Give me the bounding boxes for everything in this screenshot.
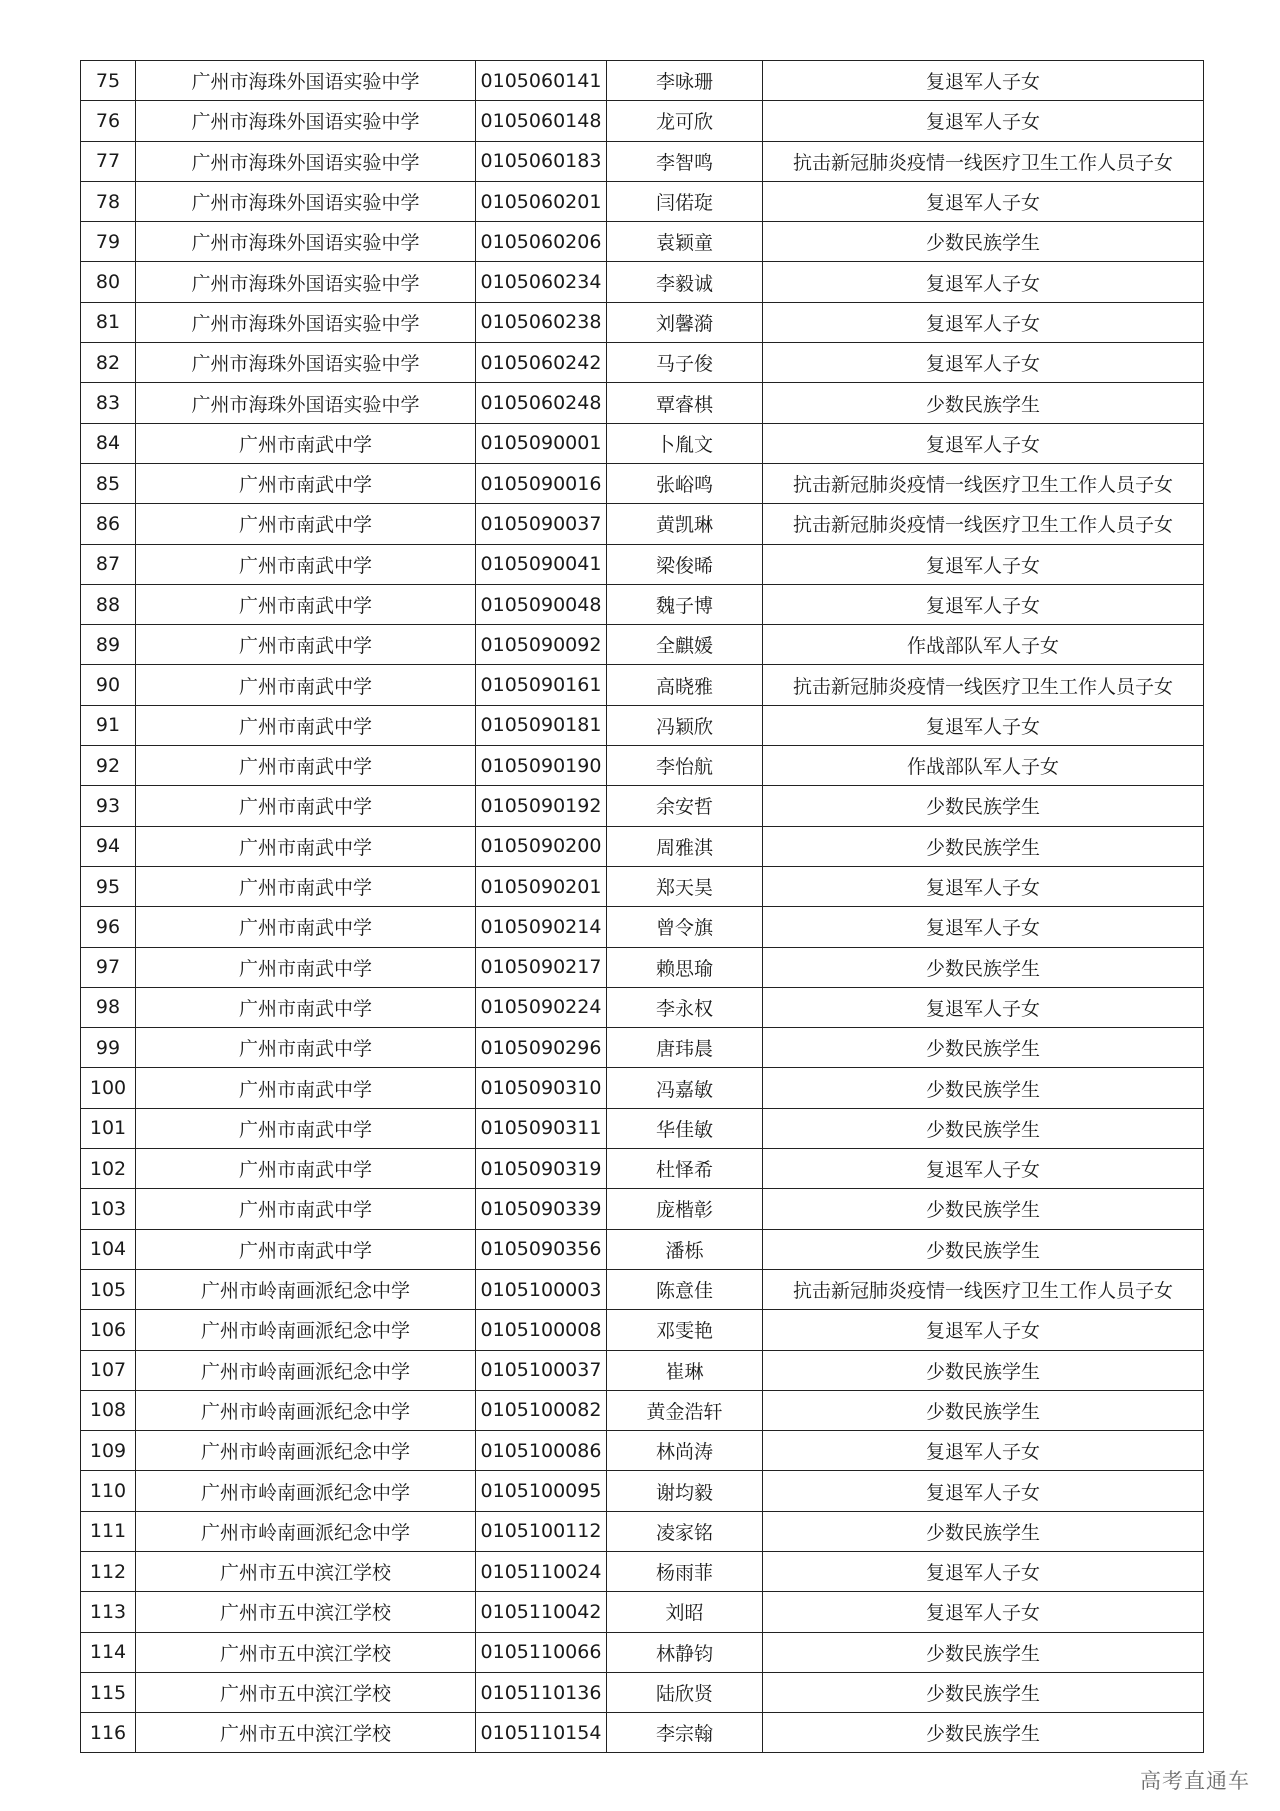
student-name: 郑天昊 xyxy=(607,866,763,906)
school-name: 广州市五中滨江学校 xyxy=(136,1592,476,1632)
eligibility-category: 复退军人子女 xyxy=(763,1149,1204,1189)
eligibility-category: 抗击新冠肺炎疫情一线医疗卫生工作人员子女 xyxy=(763,1269,1204,1309)
school-name: 广州市海珠外国语实验中学 xyxy=(136,141,476,181)
student-code: 0105090356 xyxy=(476,1229,607,1269)
student-code: 0105090201 xyxy=(476,866,607,906)
student-code: 0105100082 xyxy=(476,1390,607,1430)
school-name: 广州市岭南画派纪念中学 xyxy=(136,1350,476,1390)
eligibility-category: 抗击新冠肺炎疫情一线医疗卫生工作人员子女 xyxy=(763,665,1204,705)
student-name: 林静钧 xyxy=(607,1632,763,1672)
student-name: 李永权 xyxy=(607,987,763,1027)
table-row xyxy=(81,423,1204,463)
eligibility-category: 复退军人子女 xyxy=(763,705,1204,745)
school-name: 广州市南武中学 xyxy=(136,584,476,624)
eligibility-category: 少数民族学生 xyxy=(763,222,1204,262)
student-code: 0105090296 xyxy=(476,1028,607,1068)
student-name: 华佳敏 xyxy=(607,1108,763,1148)
eligibility-category: 复退军人子女 xyxy=(763,1431,1204,1471)
row-index: 112 xyxy=(81,1551,136,1591)
school-name: 广州市海珠外国语实验中学 xyxy=(136,61,476,101)
eligibility-category: 少数民族学生 xyxy=(763,1229,1204,1269)
school-name: 广州市岭南画派纪念中学 xyxy=(136,1390,476,1430)
table-row xyxy=(81,262,1204,302)
row-index: 104 xyxy=(81,1229,136,1269)
school-name: 广州市海珠外国语实验中学 xyxy=(136,302,476,342)
table-row xyxy=(81,222,1204,262)
school-name: 广州市海珠外国语实验中学 xyxy=(136,181,476,221)
student-code: 0105060234 xyxy=(476,262,607,302)
school-name: 广州市南武中学 xyxy=(136,544,476,584)
table-row xyxy=(81,826,1204,866)
row-index: 89 xyxy=(81,625,136,665)
table-row xyxy=(81,947,1204,987)
student-code: 0105110154 xyxy=(476,1713,607,1753)
student-name: 李智鸣 xyxy=(607,141,763,181)
student-name: 龙可欣 xyxy=(607,101,763,141)
row-index: 105 xyxy=(81,1269,136,1309)
row-index: 109 xyxy=(81,1431,136,1471)
student-name: 黄凯琳 xyxy=(607,504,763,544)
table-row xyxy=(81,1471,1204,1511)
eligibility-category: 复退军人子女 xyxy=(763,302,1204,342)
row-index: 76 xyxy=(81,101,136,141)
eligibility-category: 复退军人子女 xyxy=(763,181,1204,221)
eligibility-category: 复退军人子女 xyxy=(763,987,1204,1027)
student-code: 0105090214 xyxy=(476,907,607,947)
eligibility-category: 复退军人子女 xyxy=(763,101,1204,141)
table-row xyxy=(81,987,1204,1027)
school-name: 广州市五中滨江学校 xyxy=(136,1551,476,1591)
school-name: 广州市岭南画派纪念中学 xyxy=(136,1269,476,1309)
table-row xyxy=(81,746,1204,786)
student-code: 0105110136 xyxy=(476,1672,607,1712)
table-row xyxy=(81,181,1204,221)
student-code: 0105090092 xyxy=(476,625,607,665)
row-index: 88 xyxy=(81,584,136,624)
row-index: 79 xyxy=(81,222,136,262)
table-row xyxy=(81,1592,1204,1632)
table-row xyxy=(81,1028,1204,1068)
student-name: 李咏珊 xyxy=(607,61,763,101)
student-code: 0105060148 xyxy=(476,101,607,141)
table-row xyxy=(81,463,1204,503)
school-name: 广州市南武中学 xyxy=(136,907,476,947)
eligibility-category: 少数民族学生 xyxy=(763,826,1204,866)
school-name: 广州市南武中学 xyxy=(136,866,476,906)
student-code: 0105100008 xyxy=(476,1310,607,1350)
student-name: 陈意佳 xyxy=(607,1269,763,1309)
eligibility-category: 少数民族学生 xyxy=(763,1068,1204,1108)
eligibility-category: 抗击新冠肺炎疫情一线医疗卫生工作人员子女 xyxy=(763,504,1204,544)
row-index: 98 xyxy=(81,987,136,1027)
row-index: 111 xyxy=(81,1511,136,1551)
student-name: 刘馨漪 xyxy=(607,302,763,342)
student-name: 赖思瑜 xyxy=(607,947,763,987)
student-code: 0105060141 xyxy=(476,61,607,101)
student-name: 闫偌琁 xyxy=(607,181,763,221)
table-row xyxy=(81,1551,1204,1591)
school-name: 广州市南武中学 xyxy=(136,1149,476,1189)
table-row xyxy=(81,302,1204,342)
student-name: 黄金浩轩 xyxy=(607,1390,763,1430)
row-index: 92 xyxy=(81,746,136,786)
table-row xyxy=(81,101,1204,141)
row-index: 101 xyxy=(81,1108,136,1148)
school-name: 广州市五中滨江学校 xyxy=(136,1713,476,1753)
row-index: 90 xyxy=(81,665,136,705)
table-row xyxy=(81,61,1204,101)
table-row xyxy=(81,1511,1204,1551)
student-name: 袁颖童 xyxy=(607,222,763,262)
row-index: 106 xyxy=(81,1310,136,1350)
student-name: 杜怿希 xyxy=(607,1149,763,1189)
table-row xyxy=(81,1632,1204,1672)
student-code: 0105090037 xyxy=(476,504,607,544)
eligibility-category: 复退军人子女 xyxy=(763,343,1204,383)
eligibility-category: 少数民族学生 xyxy=(763,1350,1204,1390)
table-row xyxy=(81,786,1204,826)
student-name: 张峪鸣 xyxy=(607,463,763,503)
eligibility-category: 作战部队军人子女 xyxy=(763,746,1204,786)
eligibility-category: 作战部队军人子女 xyxy=(763,625,1204,665)
eligibility-category: 少数民族学生 xyxy=(763,1672,1204,1712)
student-code: 0105100095 xyxy=(476,1471,607,1511)
table-row xyxy=(81,141,1204,181)
student-name: 魏子博 xyxy=(607,584,763,624)
row-index: 93 xyxy=(81,786,136,826)
student-name: 邓雯艳 xyxy=(607,1310,763,1350)
school-name: 广州市岭南画派纪念中学 xyxy=(136,1310,476,1350)
school-name: 广州市南武中学 xyxy=(136,987,476,1027)
eligibility-category: 少数民族学生 xyxy=(763,1028,1204,1068)
school-name: 广州市岭南画派纪念中学 xyxy=(136,1431,476,1471)
roster-table xyxy=(80,60,1204,1753)
table-row xyxy=(81,1431,1204,1471)
row-index: 82 xyxy=(81,343,136,383)
school-name: 广州市海珠外国语实验中学 xyxy=(136,383,476,423)
row-index: 116 xyxy=(81,1713,136,1753)
student-code: 0105090311 xyxy=(476,1108,607,1148)
student-name: 全麒媛 xyxy=(607,625,763,665)
student-code: 0105090001 xyxy=(476,423,607,463)
row-index: 91 xyxy=(81,705,136,745)
school-name: 广州市岭南画派纪念中学 xyxy=(136,1511,476,1551)
table-row xyxy=(81,1269,1204,1309)
table-row xyxy=(81,1713,1204,1753)
student-name: 林尚涛 xyxy=(607,1431,763,1471)
eligibility-category: 复退军人子女 xyxy=(763,1310,1204,1350)
eligibility-category: 抗击新冠肺炎疫情一线医疗卫生工作人员子女 xyxy=(763,463,1204,503)
school-name: 广州市海珠外国语实验中学 xyxy=(136,262,476,302)
eligibility-category: 复退军人子女 xyxy=(763,262,1204,302)
table-row xyxy=(81,907,1204,947)
student-name: 李毅诚 xyxy=(607,262,763,302)
school-name: 广州市南武中学 xyxy=(136,705,476,745)
eligibility-category: 少数民族学生 xyxy=(763,1390,1204,1430)
student-name: 覃睿棋 xyxy=(607,383,763,423)
row-index: 87 xyxy=(81,544,136,584)
student-code: 0105090048 xyxy=(476,584,607,624)
student-code: 0105090161 xyxy=(476,665,607,705)
row-index: 86 xyxy=(81,504,136,544)
school-name: 广州市南武中学 xyxy=(136,1108,476,1148)
row-index: 96 xyxy=(81,907,136,947)
student-name: 曾令旗 xyxy=(607,907,763,947)
school-name: 广州市南武中学 xyxy=(136,665,476,705)
row-index: 113 xyxy=(81,1592,136,1632)
table-row xyxy=(81,504,1204,544)
eligibility-category: 少数民族学生 xyxy=(763,1511,1204,1551)
student-code: 0105090181 xyxy=(476,705,607,745)
eligibility-category: 复退军人子女 xyxy=(763,61,1204,101)
row-index: 84 xyxy=(81,423,136,463)
student-code: 0105060242 xyxy=(476,343,607,383)
student-name: 崔琳 xyxy=(607,1350,763,1390)
row-index: 94 xyxy=(81,826,136,866)
row-index: 102 xyxy=(81,1149,136,1189)
eligibility-category: 复退军人子女 xyxy=(763,866,1204,906)
student-code: 0105060238 xyxy=(476,302,607,342)
eligibility-category: 复退军人子女 xyxy=(763,1551,1204,1591)
student-name: 冯嘉敏 xyxy=(607,1068,763,1108)
table-row xyxy=(81,625,1204,665)
eligibility-category: 少数民族学生 xyxy=(763,1632,1204,1672)
student-name: 唐玮晨 xyxy=(607,1028,763,1068)
row-index: 110 xyxy=(81,1471,136,1511)
table-row xyxy=(81,1108,1204,1148)
table-row xyxy=(81,866,1204,906)
watermark-text: 高考直通车 xyxy=(1140,1769,1250,1793)
table-row xyxy=(81,1149,1204,1189)
student-code: 0105090319 xyxy=(476,1149,607,1189)
row-index: 100 xyxy=(81,1068,136,1108)
school-name: 广州市南武中学 xyxy=(136,1028,476,1068)
row-index: 103 xyxy=(81,1189,136,1229)
student-code: 0105110042 xyxy=(476,1592,607,1632)
school-name: 广州市南武中学 xyxy=(136,463,476,503)
eligibility-category: 复退军人子女 xyxy=(763,584,1204,624)
eligibility-category: 抗击新冠肺炎疫情一线医疗卫生工作人员子女 xyxy=(763,141,1204,181)
table-row xyxy=(81,1390,1204,1430)
student-code: 0105100037 xyxy=(476,1350,607,1390)
table-row xyxy=(81,383,1204,423)
student-name: 马子俊 xyxy=(607,343,763,383)
table-row xyxy=(81,1310,1204,1350)
row-index: 85 xyxy=(81,463,136,503)
school-name: 广州市五中滨江学校 xyxy=(136,1632,476,1672)
student-name: 李宗翰 xyxy=(607,1713,763,1753)
row-index: 108 xyxy=(81,1390,136,1430)
school-name: 广州市南武中学 xyxy=(136,504,476,544)
student-code: 0105090192 xyxy=(476,786,607,826)
table-row xyxy=(81,1189,1204,1229)
school-name: 广州市南武中学 xyxy=(136,423,476,463)
student-code: 0105090310 xyxy=(476,1068,607,1108)
row-index: 115 xyxy=(81,1672,136,1712)
student-name: 陆欣贤 xyxy=(607,1672,763,1712)
eligibility-category: 复退军人子女 xyxy=(763,1592,1204,1632)
student-name: 刘昭 xyxy=(607,1592,763,1632)
row-index: 77 xyxy=(81,141,136,181)
eligibility-category: 少数民族学生 xyxy=(763,1713,1204,1753)
eligibility-category: 少数民族学生 xyxy=(763,786,1204,826)
table-row xyxy=(81,1350,1204,1390)
student-code: 0105090041 xyxy=(476,544,607,584)
row-index: 97 xyxy=(81,947,136,987)
school-name: 广州市南武中学 xyxy=(136,826,476,866)
school-name: 广州市南武中学 xyxy=(136,947,476,987)
student-name: 梁俊晞 xyxy=(607,544,763,584)
eligibility-category: 复退军人子女 xyxy=(763,544,1204,584)
student-code: 0105110024 xyxy=(476,1551,607,1591)
student-name: 杨雨菲 xyxy=(607,1551,763,1591)
student-name: 庞楷彰 xyxy=(607,1189,763,1229)
student-name: 冯颖欣 xyxy=(607,705,763,745)
student-name: 卜胤文 xyxy=(607,423,763,463)
row-index: 99 xyxy=(81,1028,136,1068)
row-index: 114 xyxy=(81,1632,136,1672)
student-code: 0105100003 xyxy=(476,1269,607,1309)
student-code: 0105100086 xyxy=(476,1431,607,1471)
school-name: 广州市南武中学 xyxy=(136,1068,476,1108)
table-row xyxy=(81,1672,1204,1712)
student-code: 0105090016 xyxy=(476,463,607,503)
school-name: 广州市南武中学 xyxy=(136,1189,476,1229)
student-code: 0105060248 xyxy=(476,383,607,423)
eligibility-category: 复退军人子女 xyxy=(763,907,1204,947)
student-name: 谢均毅 xyxy=(607,1471,763,1511)
table-row xyxy=(81,705,1204,745)
student-code: 0105060206 xyxy=(476,222,607,262)
student-code: 0105100112 xyxy=(476,1511,607,1551)
eligibility-category: 少数民族学生 xyxy=(763,383,1204,423)
eligibility-category: 少数民族学生 xyxy=(763,1189,1204,1229)
table-row xyxy=(81,665,1204,705)
school-name: 广州市南武中学 xyxy=(136,1229,476,1269)
row-index: 80 xyxy=(81,262,136,302)
eligibility-category: 少数民族学生 xyxy=(763,947,1204,987)
row-index: 81 xyxy=(81,302,136,342)
row-index: 83 xyxy=(81,383,136,423)
student-code: 0105060183 xyxy=(476,141,607,181)
school-name: 广州市岭南画派纪念中学 xyxy=(136,1471,476,1511)
student-name: 余安哲 xyxy=(607,786,763,826)
school-name: 广州市海珠外国语实验中学 xyxy=(136,222,476,262)
roster-table-body xyxy=(81,61,1204,1753)
row-index: 78 xyxy=(81,181,136,221)
school-name: 广州市南武中学 xyxy=(136,786,476,826)
student-name: 高晓雅 xyxy=(607,665,763,705)
student-code: 0105110066 xyxy=(476,1632,607,1672)
student-name: 李怡航 xyxy=(607,746,763,786)
row-index: 75 xyxy=(81,61,136,101)
student-code: 0105090339 xyxy=(476,1189,607,1229)
school-name: 广州市海珠外国语实验中学 xyxy=(136,343,476,383)
table-row xyxy=(81,544,1204,584)
table-row xyxy=(81,1229,1204,1269)
school-name: 广州市南武中学 xyxy=(136,746,476,786)
student-name: 潘栎 xyxy=(607,1229,763,1269)
school-name: 广州市南武中学 xyxy=(136,625,476,665)
eligibility-category: 复退军人子女 xyxy=(763,423,1204,463)
student-name: 周雅淇 xyxy=(607,826,763,866)
student-code: 0105090200 xyxy=(476,826,607,866)
table-row xyxy=(81,584,1204,624)
school-name: 广州市海珠外国语实验中学 xyxy=(136,101,476,141)
student-name: 凌家铭 xyxy=(607,1511,763,1551)
row-index: 107 xyxy=(81,1350,136,1390)
row-index: 95 xyxy=(81,866,136,906)
student-code: 0105090190 xyxy=(476,746,607,786)
student-code: 0105090217 xyxy=(476,947,607,987)
table-row xyxy=(81,343,1204,383)
student-code: 0105090224 xyxy=(476,987,607,1027)
student-code: 0105060201 xyxy=(476,181,607,221)
roster-table-container xyxy=(80,60,1198,1753)
table-row xyxy=(81,1068,1204,1108)
school-name: 广州市五中滨江学校 xyxy=(136,1672,476,1712)
eligibility-category: 复退军人子女 xyxy=(763,1471,1204,1511)
eligibility-category: 少数民族学生 xyxy=(763,1108,1204,1148)
